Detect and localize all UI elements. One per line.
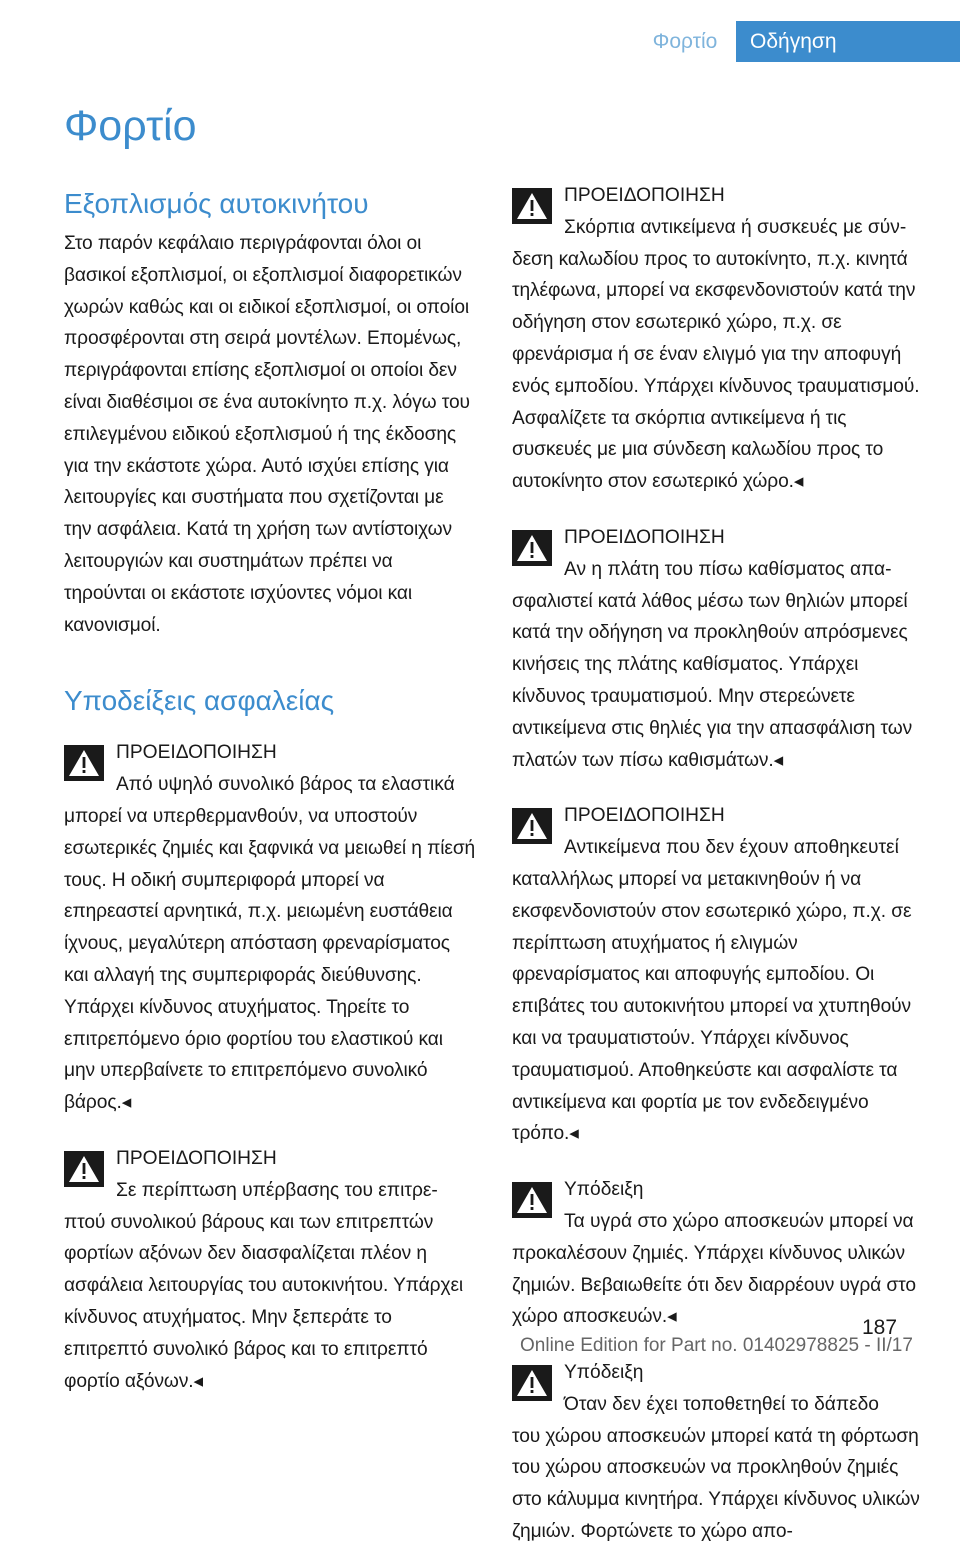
warning-lead: Από υψηλό συνολικό βάρος τα ελαστικά (116, 774, 455, 796)
warning-triangle-icon (512, 188, 552, 224)
warning-text: δεση καλωδίου προς το αυτοκίνητο, π.χ. κινητά τηλέφωνα, μπορεί να εκσφενδονιστούν κατά την οδήγηση στον εσωτερικό χώρο, π.χ. σε φρενάρισμα ή σε έναν ελιγμό για την αποφυγή ενός εμποδίου. Υπάρχει κίνδυνος τραυματισμού. Ασφαλίζετε τα σκόρπια αντικείμενα ή τις συσκευές με μια σύνδεση καλωδίου προς το αυτοκίνητο στον εσωτερικό χώρο.◂ (512, 248, 920, 493)
warning-text: σφαλιστεί κατά λάθος μέσω των θηλιών μπορεί κατά την οδήγηση να προκληθούν απρόσμενες κινήσεις της πλάτης καθίσματος. Υπάρχει κίνδυνος τραυματισμού. Μην στερεώνετε αντικείμενα στις θηλιές για την απασφάλιση των πλατών των πίσω καθισμάτων.◂ (512, 590, 913, 771)
note-lead: Τα υγρά στο χώρο αποσκευών μπορεί να (564, 1210, 914, 1232)
page-header (0, 0, 960, 62)
warning-text: καταλλήλως μπορεί να μετακινηθούν ή να εκσφενδονιστούν στον εσωτερικό χώρο, π.χ. σε περίπτωση ατυχήματος ή ελιγμών φρεναρίσματος και αποφυγής εμποδίου. Οι επιβάτες του αυτοκινήτου μπορεί να χτυπηθούν και να τραυματιστούν. Υπάρχει κίνδυνος τραυματισμού. Αποθηκεύστε και ασφαλίστε τα αντικείμενα και φορτία με τον ενδεδειγμένο τρόπο.◂ (512, 868, 912, 1145)
note-notice (512, 1174, 924, 1333)
warning-notice (64, 737, 476, 1119)
note-notice (512, 1357, 924, 1548)
warning-title: ΠΡΟΕΙΔΟΠΟΙΗΣΗ (564, 805, 725, 827)
warning-triangle-icon (512, 1182, 552, 1218)
warning-triangle-icon (512, 808, 552, 844)
warning-title: ΠΡΟΕΙΔΟΠΟΙΗΣΗ (564, 185, 725, 206)
warning-lead: Σε περίπτωση υπέρβασης του επιτρε‐ (116, 1179, 438, 1201)
warning-triangle-icon (512, 530, 552, 566)
warning-notice (64, 1143, 476, 1397)
warning-text: μπορεί να υπερθερμανθούν, να υποστούν εσωτερικές ζημιές και ξαφνικά να μειωθεί η πίεσή τους. Η οδική συμπεριφορά μπορεί να επηρεαστεί αρνητικά, π.χ. μειωμένη ευστάθεια ίχνους, μεγαλύτερη απόσταση φρεναρίσματος και αλλαγή της συμπεριφοράς διεύθυνσης. Υπάρχει κίνδυνος ατυχήματος. Τηρείτε το επιτρεπόμενο όριο φορτίου του ελαστικού και μην υπερβαίνετε το επιτρεπόμενο συνολικό βάρος.◂ (64, 805, 476, 1114)
warning-title: ΠΡΟΕΙΔΟΠΟΙΗΣΗ (116, 742, 277, 764)
warning-text: πτού συνολικού βάρους και των επιτρεπτών φορτίων αξόνων δεν διασφαλίζεται πλέον η ασφάλεια λειτουργίας του αυτοκινήτου. Υπάρχει κίνδυνος ατυχήματος. Μην ξεπεράτε το επιτρεπτό συνολικό βάρος και το επιτρεπτό φορτίο αξόνων.◂ (64, 1211, 464, 1392)
note-lead: Όταν δεν έχει τοποθετηθεί το δάπεδο (564, 1393, 879, 1415)
note-text: προκαλέσουν ζημιές. Υπάρχει κίνδυνος υλικών ζημιών. Βεβαιωθείτε ότι δεν διαρρέουν υγρά στο χώρο αποσκευών.◂ (512, 1242, 916, 1328)
warning-notice (512, 180, 924, 498)
equipment-paragraph: Στο παρόν κεφάλαιο περιγράφονται όλοι οι βασικοί εξοπλισμοί, οι εξοπλισμοί διαφορετικών χωρών καθώς και οι ειδικοί εξοπλισμοί, οι οποίοι προσφέρονται στη σειρά μοντέλων. Επομένως, περιγράφονται επίσης εξοπλισμοί οι οποίοι δεν είναι διαθέσιμοι σε ένα αυτοκίνητο π.χ. λόγω του επιλεγμένου ειδικού εξοπλισμού ή της έκδοσης για την εκάστοτε χώρα. Αυτό ισχύει επίσης για λειτουργίες και συστήματα που σχετίζονται με την ασφάλεια. Κατά τη χρήση των αντίστοιχων λειτουργιών και συστημάτων πρέπει να τηρούνται οι εκάστοτε ισχύοντες νόμοι και κανονισμοί. (64, 233, 470, 636)
page-number: 187 (862, 1316, 898, 1339)
warning-title: ΠΡΟΕΙΔΟΠΟΙΗΣΗ (564, 526, 725, 548)
warning-lead: Αντικείμενα που δεν έχουν αποθηκευτεί (564, 837, 899, 859)
warning-lead: Αν η πλάτη του πίσω καθίσματος απα‐ (564, 558, 892, 580)
note-title: Υπόδειξη (564, 1179, 644, 1201)
section-heading-safety: Υποδείξεις ασφαλείας (64, 685, 335, 717)
warning-notice (512, 522, 924, 776)
warning-title: ΠΡΟΕΙΔΟΠΟΙΗΣΗ (116, 1147, 277, 1169)
warning-triangle-icon (64, 745, 104, 781)
note-title: Υπόδειξη (564, 1362, 644, 1384)
breadcrumb-chapter[interactable]: Φορτίο (652, 30, 718, 53)
edition-footer: Online Edition for Part no. 01402978825 - II/17 (520, 1335, 913, 1356)
warning-triangle-icon (512, 1365, 552, 1401)
warning-notice (512, 800, 924, 1150)
warning-triangle-icon (64, 1151, 104, 1187)
breadcrumb-section[interactable]: Οδήγηση (736, 21, 960, 62)
section-heading-equipment: Εξοπλισμός αυτοκινήτου (64, 188, 369, 219)
left-column (64, 100, 476, 1397)
page-title: Φορτίο (64, 102, 197, 150)
note-text: του χώρου αποσκευών μπορεί κατά τη φόρτωση του χώρου αποσκευών να προκληθούν ζημιές στο κάλυμμα κινητήρα. Υπάρχει κίνδυνος υλικών ζημιών. Φορτώνετε το χώρο απο‐ (512, 1425, 920, 1543)
warning-lead: Σκόρπια αντικείμενα ή συσκευές με σύν‐ (564, 216, 907, 238)
